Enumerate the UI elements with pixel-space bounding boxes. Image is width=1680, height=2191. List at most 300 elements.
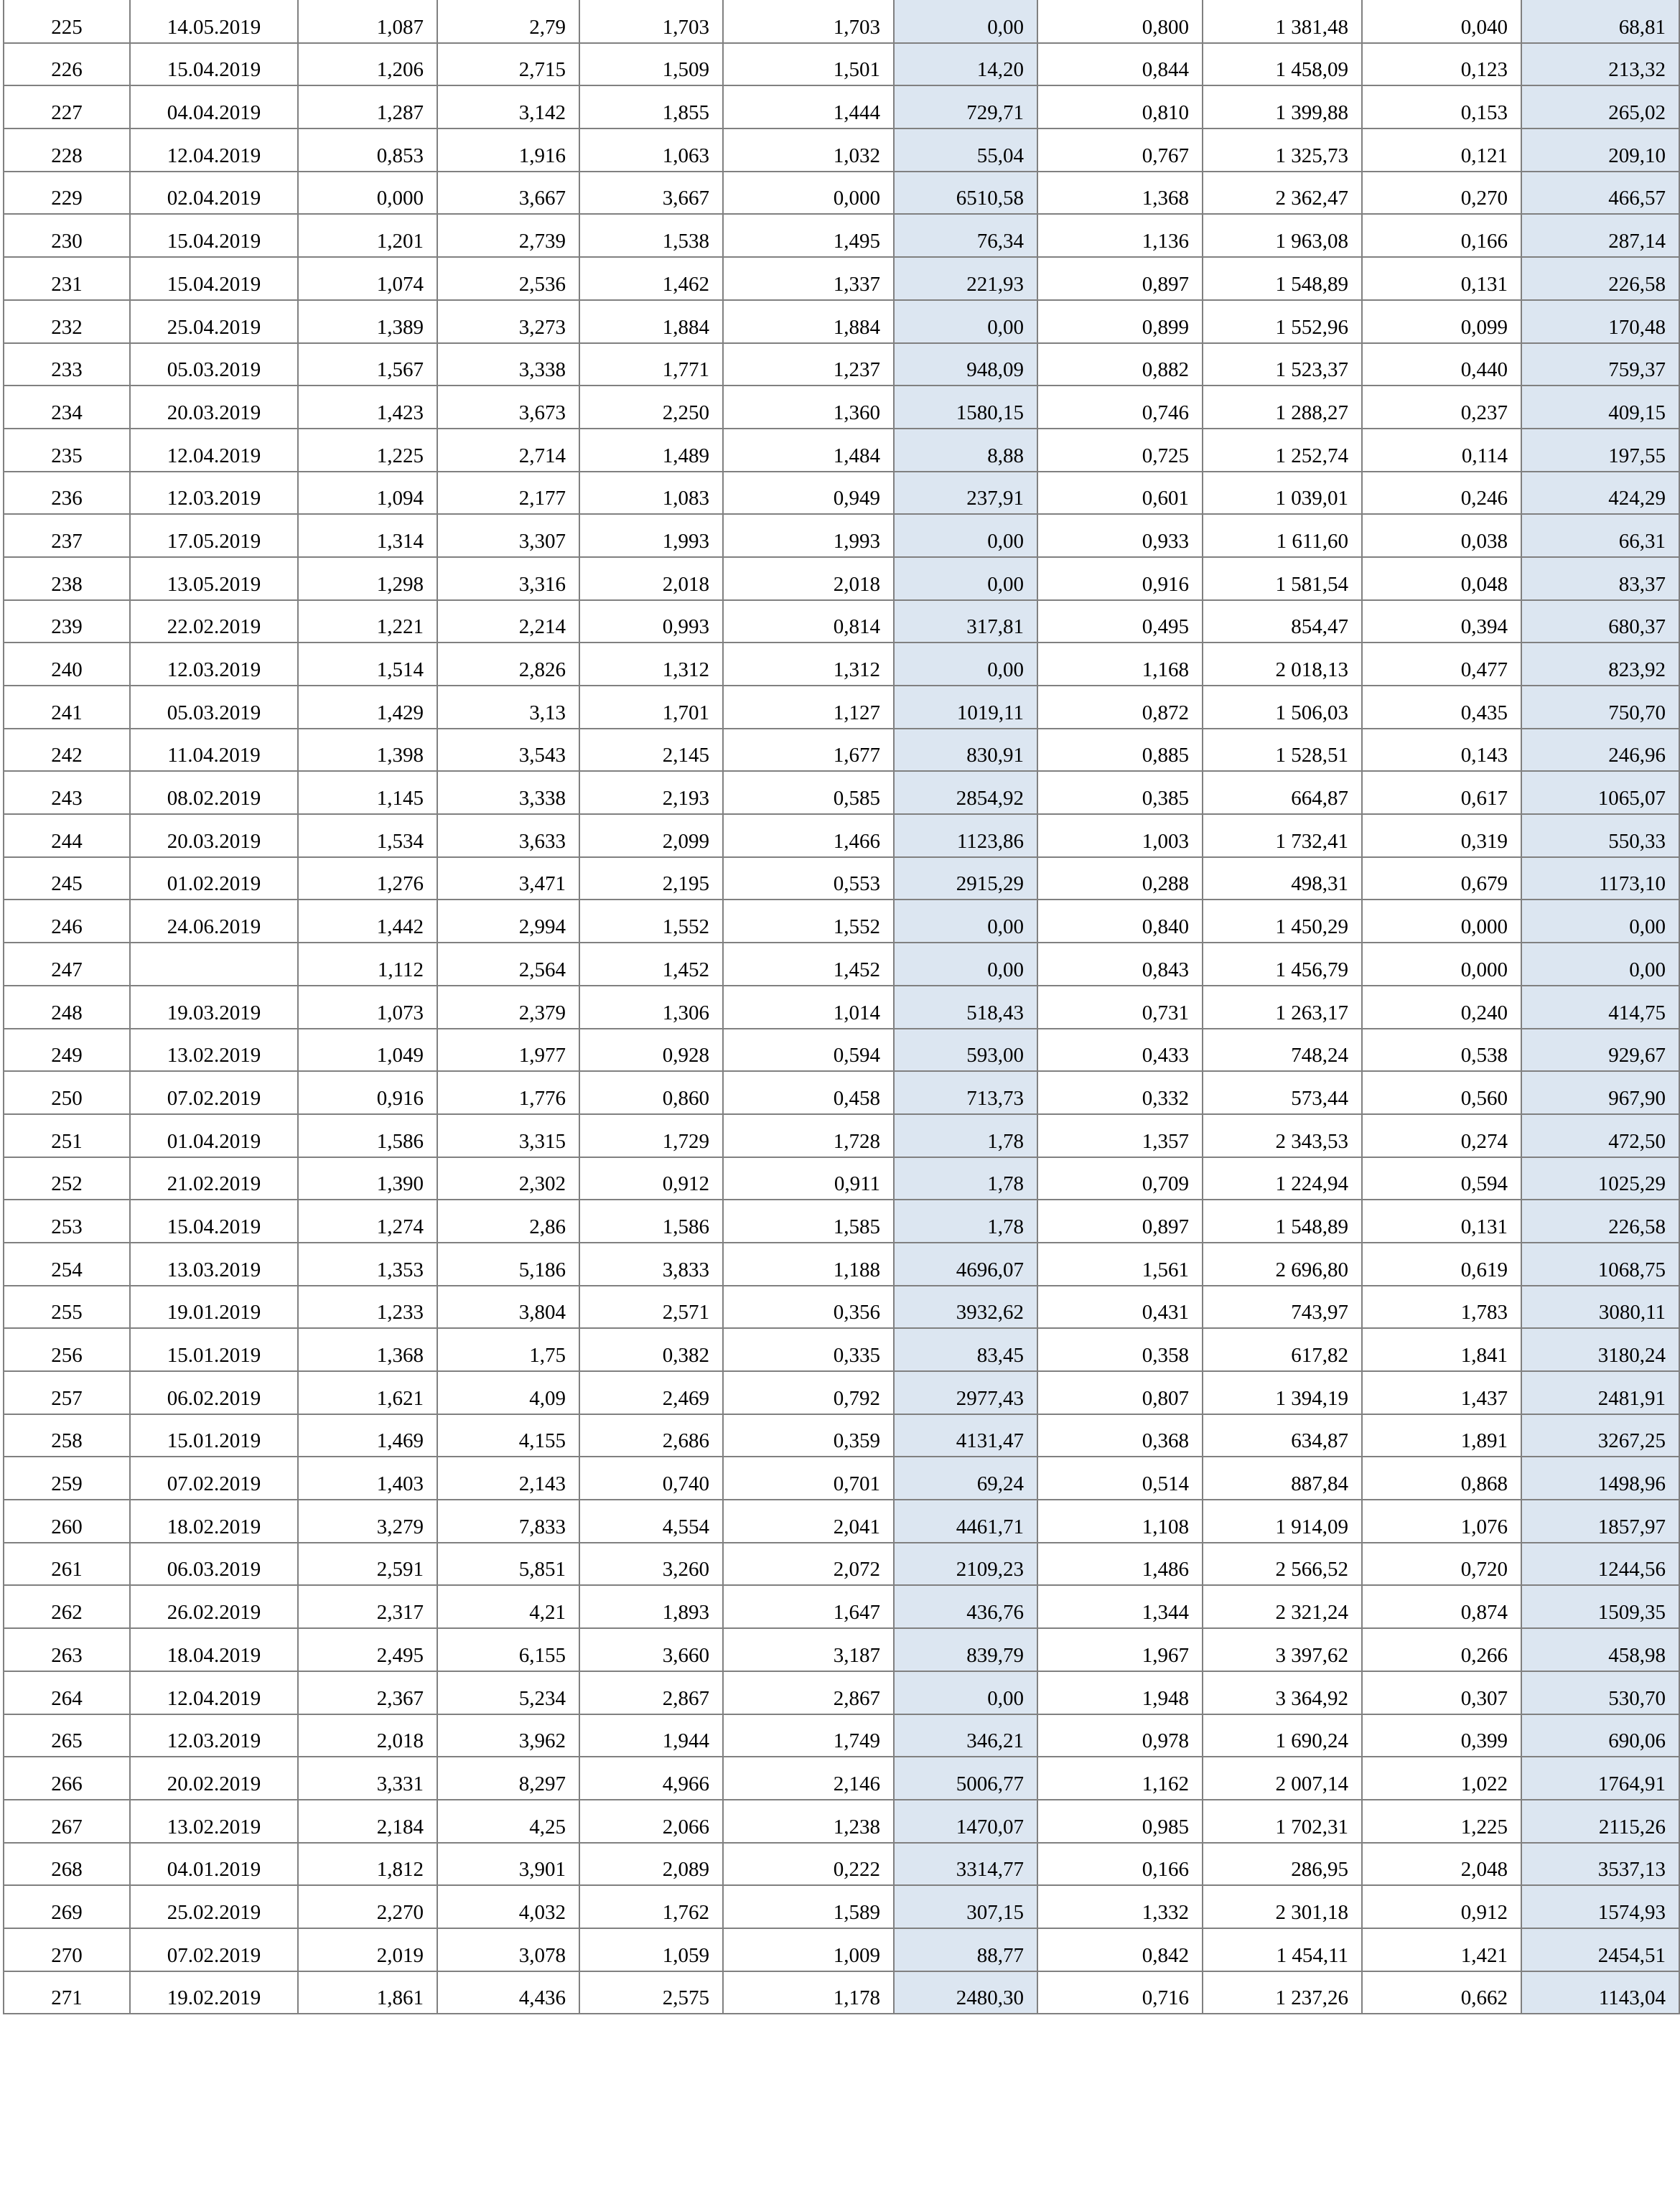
- table-cell-col-8: 0,882: [1037, 343, 1203, 386]
- table-cell-row-number: 264: [4, 1671, 130, 1714]
- table-cell-date: 07.02.2019: [130, 1457, 298, 1500]
- table-row: [4, 1114, 1679, 1157]
- table-cell-col-3: 1,423: [298, 386, 437, 429]
- table-cell-col-9: 1 399,88: [1203, 85, 1362, 129]
- table-cell-col-8: 1,136: [1037, 214, 1203, 257]
- table-row: [4, 1585, 1679, 1628]
- table-cell-col-10: 1,891: [1362, 1414, 1521, 1457]
- table-cell-highlight-col-7: 0,00: [894, 0, 1037, 43]
- table-cell-col-3: 1,049: [298, 1029, 437, 1072]
- table-cell-col-8: 0,332: [1037, 1071, 1203, 1114]
- table-row: [4, 600, 1679, 643]
- table-cell-highlight-col-7: 5006,77: [894, 1757, 1037, 1800]
- table-cell-highlight-col-7: 0,00: [894, 1671, 1037, 1714]
- table-cell-col-6: 1,237: [723, 343, 894, 386]
- table-cell-col-4: 3,316: [437, 557, 579, 600]
- table-cell-col-8: 0,844: [1037, 43, 1203, 86]
- table-cell-col-5: 2,195: [579, 857, 723, 900]
- table-cell-highlight-col-11: 226,58: [1521, 1200, 1679, 1243]
- table-cell-col-10: 0,131: [1362, 1200, 1521, 1243]
- table-cell-col-6: 1,484: [723, 429, 894, 472]
- table-cell-col-6: 1,032: [723, 129, 894, 172]
- table-cell-highlight-col-7: 839,79: [894, 1628, 1037, 1671]
- table-cell-col-9: 1 611,60: [1203, 514, 1362, 557]
- table-cell-row-number: 269: [4, 1885, 130, 1928]
- table-cell-col-8: 0,807: [1037, 1371, 1203, 1414]
- table-cell-highlight-col-7: 1580,15: [894, 386, 1037, 429]
- table-cell-date: 12.04.2019: [130, 129, 298, 172]
- table-row: [4, 1500, 1679, 1543]
- table-cell-highlight-col-11: 414,75: [1521, 986, 1679, 1029]
- table-cell-col-9: 3 364,92: [1203, 1671, 1362, 1714]
- table-cell-date: 20.03.2019: [130, 386, 298, 429]
- table-cell-col-4: 3,673: [437, 386, 579, 429]
- table-cell-col-4: 2,302: [437, 1157, 579, 1200]
- table-row: [4, 85, 1679, 129]
- table-cell-row-number: 257: [4, 1371, 130, 1414]
- table-cell-col-8: 1,108: [1037, 1500, 1203, 1543]
- table-cell-col-3: 1,201: [298, 214, 437, 257]
- table-cell-col-6: 0,000: [723, 172, 894, 215]
- table-cell-col-3: 1,276: [298, 857, 437, 900]
- table-cell-col-8: 1,368: [1037, 172, 1203, 215]
- table-cell-col-6: 1,337: [723, 257, 894, 300]
- table-cell-col-5: 0,382: [579, 1328, 723, 1371]
- table-cell-col-4: 3,338: [437, 343, 579, 386]
- table-cell-date: 13.03.2019: [130, 1243, 298, 1286]
- table-row: [4, 1371, 1679, 1414]
- table-cell-date: 26.02.2019: [130, 1585, 298, 1628]
- table-cell-col-8: 0,810: [1037, 85, 1203, 129]
- table-cell-highlight-col-11: 209,10: [1521, 129, 1679, 172]
- table-cell-col-8: 1,486: [1037, 1543, 1203, 1586]
- table-cell-col-3: 1,514: [298, 643, 437, 686]
- table-cell-col-3: 1,403: [298, 1457, 437, 1500]
- table-cell-col-5: 1,538: [579, 214, 723, 257]
- table-cell-col-4: 3,901: [437, 1843, 579, 1886]
- table-cell-col-4: 2,379: [437, 986, 579, 1029]
- table-cell-date: 04.01.2019: [130, 1843, 298, 1886]
- table-cell-highlight-col-7: 518,43: [894, 986, 1037, 1029]
- table-cell-col-3: 1,389: [298, 300, 437, 343]
- table-cell-highlight-col-7: 593,00: [894, 1029, 1037, 1072]
- table-cell-row-number: 225: [4, 0, 130, 43]
- table-cell-col-10: 1,783: [1362, 1286, 1521, 1329]
- table-cell-date: 07.02.2019: [130, 1071, 298, 1114]
- table-cell-highlight-col-7: 1123,86: [894, 814, 1037, 857]
- table-cell-col-3: 1,469: [298, 1414, 437, 1457]
- table-cell-highlight-col-7: 14,20: [894, 43, 1037, 86]
- table-cell-highlight-col-11: 68,81: [1521, 0, 1679, 43]
- table-cell-col-8: 0,897: [1037, 1200, 1203, 1243]
- table-cell-col-6: 1,466: [723, 814, 894, 857]
- table-row: [4, 1286, 1679, 1329]
- table-cell-col-4: 3,338: [437, 771, 579, 814]
- table-cell-date: 19.03.2019: [130, 986, 298, 1029]
- table-cell-col-8: 0,800: [1037, 0, 1203, 43]
- table-cell-col-3: 1,621: [298, 1371, 437, 1414]
- table-cell-col-5: 1,701: [579, 686, 723, 729]
- table-cell-col-9: 1 548,89: [1203, 257, 1362, 300]
- table-cell-highlight-col-11: 3080,11: [1521, 1286, 1679, 1329]
- table-cell-col-8: 0,885: [1037, 729, 1203, 772]
- table-cell-col-5: 1,944: [579, 1714, 723, 1757]
- table-cell-date: 06.02.2019: [130, 1371, 298, 1414]
- table-cell-highlight-col-7: 1470,07: [894, 1800, 1037, 1843]
- table-cell-col-5: 0,912: [579, 1157, 723, 1200]
- table-cell-col-9: 2 321,24: [1203, 1585, 1362, 1628]
- table-cell-col-3: 1,534: [298, 814, 437, 857]
- table-cell-col-10: 1,076: [1362, 1500, 1521, 1543]
- table-cell-date: 01.02.2019: [130, 857, 298, 900]
- table-cell-highlight-col-7: 830,91: [894, 729, 1037, 772]
- table-cell-highlight-col-7: 0,00: [894, 943, 1037, 986]
- table-cell-col-9: 617,82: [1203, 1328, 1362, 1371]
- table-cell-col-10: 0,038: [1362, 514, 1521, 557]
- table-cell-row-number: 236: [4, 472, 130, 515]
- table-row: [4, 1843, 1679, 1886]
- table-cell-highlight-col-11: 3537,13: [1521, 1843, 1679, 1886]
- table-cell-date: 17.05.2019: [130, 514, 298, 557]
- table-cell-col-5: 1,059: [579, 1928, 723, 1971]
- table-cell-col-3: 2,184: [298, 1800, 437, 1843]
- table-cell-row-number: 241: [4, 686, 130, 729]
- table-cell-highlight-col-11: 3267,25: [1521, 1414, 1679, 1457]
- table-cell-col-10: 0,399: [1362, 1714, 1521, 1757]
- table-cell-col-8: 1,967: [1037, 1628, 1203, 1671]
- table-cell-highlight-col-11: 424,29: [1521, 472, 1679, 515]
- table-cell-highlight-col-11: 550,33: [1521, 814, 1679, 857]
- table-cell-col-4: 2,715: [437, 43, 579, 86]
- table-cell-row-number: 255: [4, 1286, 130, 1329]
- table-cell-col-9: 1 506,03: [1203, 686, 1362, 729]
- table-cell-col-5: 1,586: [579, 1200, 723, 1243]
- table-cell-row-number: 238: [4, 557, 130, 600]
- table-cell-col-10: 0,477: [1362, 643, 1521, 686]
- table-cell-col-5: 1,312: [579, 643, 723, 686]
- table-cell-col-9: 2 343,53: [1203, 1114, 1362, 1157]
- table-cell-col-6: 1,178: [723, 1971, 894, 2014]
- table-cell-col-8: 0,872: [1037, 686, 1203, 729]
- table-cell-col-6: 1,444: [723, 85, 894, 129]
- table-cell-col-5: 1,083: [579, 472, 723, 515]
- table-cell-col-5: 1,771: [579, 343, 723, 386]
- table-cell-col-6: 0,458: [723, 1071, 894, 1114]
- table-cell-col-9: 743,97: [1203, 1286, 1362, 1329]
- table-cell-col-3: 0,916: [298, 1071, 437, 1114]
- table-cell-col-4: 3,078: [437, 1928, 579, 1971]
- table-cell-col-4: 3,13: [437, 686, 579, 729]
- table-cell-col-5: 0,860: [579, 1071, 723, 1114]
- table-cell-col-3: 1,353: [298, 1243, 437, 1286]
- table-cell-col-8: 0,431: [1037, 1286, 1203, 1329]
- table-cell-row-number: 261: [4, 1543, 130, 1586]
- table-cell-highlight-col-7: 317,81: [894, 600, 1037, 643]
- table-cell-col-4: 1,75: [437, 1328, 579, 1371]
- table-cell-col-9: 1 325,73: [1203, 129, 1362, 172]
- table-cell-row-number: 253: [4, 1200, 130, 1243]
- table-cell-col-9: 1 450,29: [1203, 900, 1362, 943]
- table-cell-col-8: 1,168: [1037, 643, 1203, 686]
- table-cell-col-8: 0,709: [1037, 1157, 1203, 1200]
- table-row: [4, 214, 1679, 257]
- table-cell-col-8: 0,731: [1037, 986, 1203, 1029]
- table-cell-col-5: 1,306: [579, 986, 723, 1029]
- table-cell-col-3: 1,274: [298, 1200, 437, 1243]
- table-cell-highlight-col-7: 2915,29: [894, 857, 1037, 900]
- table-cell-row-number: 242: [4, 729, 130, 772]
- table-cell-col-8: 0,897: [1037, 257, 1203, 300]
- table-cell-highlight-col-7: 0,00: [894, 514, 1037, 557]
- table-cell-col-10: 0,874: [1362, 1585, 1521, 1628]
- table-cell-col-6: 0,792: [723, 1371, 894, 1414]
- table-cell-col-9: 1 963,08: [1203, 214, 1362, 257]
- table-row: [4, 1714, 1679, 1757]
- table-cell-col-4: 5,186: [437, 1243, 579, 1286]
- table-cell-highlight-col-7: 0,00: [894, 300, 1037, 343]
- table-cell-date: 15.04.2019: [130, 214, 298, 257]
- table-cell-col-10: 0,868: [1362, 1457, 1521, 1500]
- table-cell-date: 22.02.2019: [130, 600, 298, 643]
- table-cell-row-number: 249: [4, 1029, 130, 1072]
- table-cell-col-3: 1,094: [298, 472, 437, 515]
- table-row: [4, 300, 1679, 343]
- table-cell-col-6: 0,701: [723, 1457, 894, 1500]
- table-cell-highlight-col-11: 265,02: [1521, 85, 1679, 129]
- table-row: [4, 1243, 1679, 1286]
- table-cell-highlight-col-7: 713,73: [894, 1071, 1037, 1114]
- table-row: [4, 729, 1679, 772]
- table-cell-col-5: 3,667: [579, 172, 723, 215]
- table-cell-row-number: 234: [4, 386, 130, 429]
- table-cell-col-6: 1,703: [723, 0, 894, 43]
- table-row: [4, 172, 1679, 215]
- table-cell-highlight-col-11: 1498,96: [1521, 1457, 1679, 1500]
- table-cell-col-6: 0,356: [723, 1286, 894, 1329]
- table-cell-col-5: 2,575: [579, 1971, 723, 2014]
- table-cell-highlight-col-11: 690,06: [1521, 1714, 1679, 1757]
- table-cell-col-10: 0,266: [1362, 1628, 1521, 1671]
- table-cell-highlight-col-11: 1764,91: [1521, 1757, 1679, 1800]
- table-cell-col-4: 4,21: [437, 1585, 579, 1628]
- table-cell-col-3: 1,398: [298, 729, 437, 772]
- table-cell-col-8: 0,899: [1037, 300, 1203, 343]
- table-cell-highlight-col-11: 1025,29: [1521, 1157, 1679, 1200]
- table-cell-col-6: 2,041: [723, 1500, 894, 1543]
- table-cell-col-3: 1,287: [298, 85, 437, 129]
- table-cell-date: 07.02.2019: [130, 1928, 298, 1971]
- table-cell-date: 14.05.2019: [130, 0, 298, 43]
- table-cell-col-9: 2 696,80: [1203, 1243, 1362, 1286]
- table-cell-highlight-col-11: 287,14: [1521, 214, 1679, 257]
- table-cell-col-4: 7,833: [437, 1500, 579, 1543]
- table-cell-col-6: 1,728: [723, 1114, 894, 1157]
- table-cell-col-9: 1 914,09: [1203, 1500, 1362, 1543]
- table-cell-highlight-col-11: 1857,97: [1521, 1500, 1679, 1543]
- table-cell-col-6: 0,814: [723, 600, 894, 643]
- table-cell-date: 15.04.2019: [130, 257, 298, 300]
- table-cell-row-number: 232: [4, 300, 130, 343]
- table-cell-col-10: 0,000: [1362, 943, 1521, 986]
- table-cell-row-number: 271: [4, 1971, 130, 2014]
- table-cell-date: 13.02.2019: [130, 1800, 298, 1843]
- table-cell-row-number: 230: [4, 214, 130, 257]
- table-cell-col-4: 1,776: [437, 1071, 579, 1114]
- table-cell-highlight-col-7: 2977,43: [894, 1371, 1037, 1414]
- table-cell-row-number: 237: [4, 514, 130, 557]
- table-cell-col-4: 4,155: [437, 1414, 579, 1457]
- table-cell-col-9: 1 702,31: [1203, 1800, 1362, 1843]
- table-cell-highlight-col-11: 226,58: [1521, 257, 1679, 300]
- table-cell-col-6: 1,495: [723, 214, 894, 257]
- table-cell-highlight-col-11: 1143,04: [1521, 1971, 1679, 2014]
- table-cell-col-10: 1,437: [1362, 1371, 1521, 1414]
- table-cell-col-10: 0,121: [1362, 129, 1521, 172]
- table-row: [4, 1757, 1679, 1800]
- table-cell-highlight-col-11: 967,90: [1521, 1071, 1679, 1114]
- table-cell-row-number: 229: [4, 172, 130, 215]
- table-cell-col-4: 2,739: [437, 214, 579, 257]
- table-cell-highlight-col-11: 213,32: [1521, 43, 1679, 86]
- table-cell-col-3: 1,298: [298, 557, 437, 600]
- table-cell-col-4: 2,826: [437, 643, 579, 686]
- table-cell-date: 05.03.2019: [130, 686, 298, 729]
- table-cell-col-4: 2,714: [437, 429, 579, 472]
- table-cell-col-5: 0,740: [579, 1457, 723, 1500]
- table-cell-col-9: 854,47: [1203, 600, 1362, 643]
- table-cell-col-5: 2,193: [579, 771, 723, 814]
- table-cell-col-3: 1,390: [298, 1157, 437, 1200]
- table-cell-col-9: 1 458,09: [1203, 43, 1362, 86]
- table-cell-col-9: 573,44: [1203, 1071, 1362, 1114]
- table-cell-highlight-col-11: 1173,10: [1521, 857, 1679, 900]
- table-cell-col-5: 2,250: [579, 386, 723, 429]
- table-cell-date: 12.03.2019: [130, 643, 298, 686]
- table-cell-col-8: 0,746: [1037, 386, 1203, 429]
- table-cell-col-9: 1 252,74: [1203, 429, 1362, 472]
- table-row: [4, 557, 1679, 600]
- table-cell-highlight-col-7: 2480,30: [894, 1971, 1037, 2014]
- table-cell-date: 05.03.2019: [130, 343, 298, 386]
- table-cell-col-6: 1,552: [723, 900, 894, 943]
- table-cell-col-10: 1,421: [1362, 1928, 1521, 1971]
- table-cell-date: [130, 943, 298, 986]
- table-cell-col-9: 2 301,18: [1203, 1885, 1362, 1928]
- table-row: [4, 686, 1679, 729]
- table-row: [4, 1071, 1679, 1114]
- table-cell-highlight-col-7: 2109,23: [894, 1543, 1037, 1586]
- table-cell-col-4: 6,155: [437, 1628, 579, 1671]
- table-cell-col-6: 1,188: [723, 1243, 894, 1286]
- table-row: [4, 1800, 1679, 1843]
- table-cell-col-8: 0,725: [1037, 429, 1203, 472]
- table-cell-col-4: 5,851: [437, 1543, 579, 1586]
- table-cell-col-3: 2,018: [298, 1714, 437, 1757]
- table-cell-col-8: 0,368: [1037, 1414, 1203, 1457]
- table-cell-col-6: 2,146: [723, 1757, 894, 1800]
- table-cell-col-5: 3,660: [579, 1628, 723, 1671]
- table-cell-col-6: 1,647: [723, 1585, 894, 1628]
- table-cell-col-8: 0,842: [1037, 1928, 1203, 1971]
- table-cell-col-10: 0,440: [1362, 343, 1521, 386]
- table-cell-col-3: 1,112: [298, 943, 437, 986]
- table-cell-row-number: 267: [4, 1800, 130, 1843]
- table-cell-col-10: 0,435: [1362, 686, 1521, 729]
- table-cell-col-9: 1 690,24: [1203, 1714, 1362, 1757]
- table-cell-col-9: 1 548,89: [1203, 1200, 1362, 1243]
- table-cell-col-5: 2,099: [579, 814, 723, 857]
- table-cell-col-3: 1,145: [298, 771, 437, 814]
- table-cell-highlight-col-7: 88,77: [894, 1928, 1037, 1971]
- table-cell-date: 19.01.2019: [130, 1286, 298, 1329]
- table-cell-col-9: 1 528,51: [1203, 729, 1362, 772]
- table-cell-row-number: 251: [4, 1114, 130, 1157]
- table-cell-col-4: 3,307: [437, 514, 579, 557]
- table-cell-highlight-col-11: 823,92: [1521, 643, 1679, 686]
- table-row: [4, 1628, 1679, 1671]
- table-cell-date: 12.03.2019: [130, 472, 298, 515]
- table-cell-row-number: 260: [4, 1500, 130, 1543]
- table-cell-col-5: 2,686: [579, 1414, 723, 1457]
- table-cell-col-8: 0,840: [1037, 900, 1203, 943]
- table-cell-date: 18.04.2019: [130, 1628, 298, 1671]
- table-cell-col-3: 1,206: [298, 43, 437, 86]
- table-cell-col-8: 0,978: [1037, 1714, 1203, 1757]
- table-row: [4, 472, 1679, 515]
- table-cell-col-10: 0,166: [1362, 214, 1521, 257]
- table-cell-date: 13.02.2019: [130, 1029, 298, 1072]
- table-row: [4, 1671, 1679, 1714]
- table-row: [4, 986, 1679, 1029]
- table-cell-date: 06.03.2019: [130, 1543, 298, 1586]
- table-cell-highlight-col-7: 4696,07: [894, 1243, 1037, 1286]
- table-cell-col-6: 0,359: [723, 1414, 894, 1457]
- table-cell-highlight-col-7: 0,00: [894, 900, 1037, 943]
- table-cell-col-8: 0,385: [1037, 771, 1203, 814]
- table-cell-highlight-col-11: 1244,56: [1521, 1543, 1679, 1586]
- table-row: [4, 43, 1679, 86]
- table-body: [4, 0, 1679, 2014]
- table-cell-col-10: 1,841: [1362, 1328, 1521, 1371]
- table-cell-date: 12.04.2019: [130, 429, 298, 472]
- data-table: [3, 0, 1680, 2014]
- table-cell-col-3: 2,270: [298, 1885, 437, 1928]
- table-cell-highlight-col-7: 1,78: [894, 1114, 1037, 1157]
- table-cell-date: 19.02.2019: [130, 1971, 298, 2014]
- table-cell-date: 11.04.2019: [130, 729, 298, 772]
- table-cell-col-10: 0,912: [1362, 1885, 1521, 1928]
- table-cell-highlight-col-7: 1019,11: [894, 686, 1037, 729]
- table-cell-col-3: 1,812: [298, 1843, 437, 1886]
- table-cell-col-6: 0,911: [723, 1157, 894, 1200]
- table-cell-col-9: 1 381,48: [1203, 0, 1362, 43]
- table-cell-highlight-col-7: 237,91: [894, 472, 1037, 515]
- table-cell-col-10: 0,319: [1362, 814, 1521, 857]
- table-cell-col-9: 2 362,47: [1203, 172, 1362, 215]
- table-cell-col-5: 1,993: [579, 514, 723, 557]
- table-cell-col-3: 1,368: [298, 1328, 437, 1371]
- table-cell-highlight-col-11: 1574,93: [1521, 1885, 1679, 1928]
- table-cell-col-9: 1 263,17: [1203, 986, 1362, 1029]
- table-cell-col-3: 2,495: [298, 1628, 437, 1671]
- table-cell-highlight-col-11: 246,96: [1521, 729, 1679, 772]
- table-cell-col-5: 1,855: [579, 85, 723, 129]
- table-cell-row-number: 247: [4, 943, 130, 986]
- table-cell-col-9: 1 581,54: [1203, 557, 1362, 600]
- table-cell-col-4: 1,916: [437, 129, 579, 172]
- table-cell-col-10: 0,114: [1362, 429, 1521, 472]
- table-cell-col-4: 3,273: [437, 300, 579, 343]
